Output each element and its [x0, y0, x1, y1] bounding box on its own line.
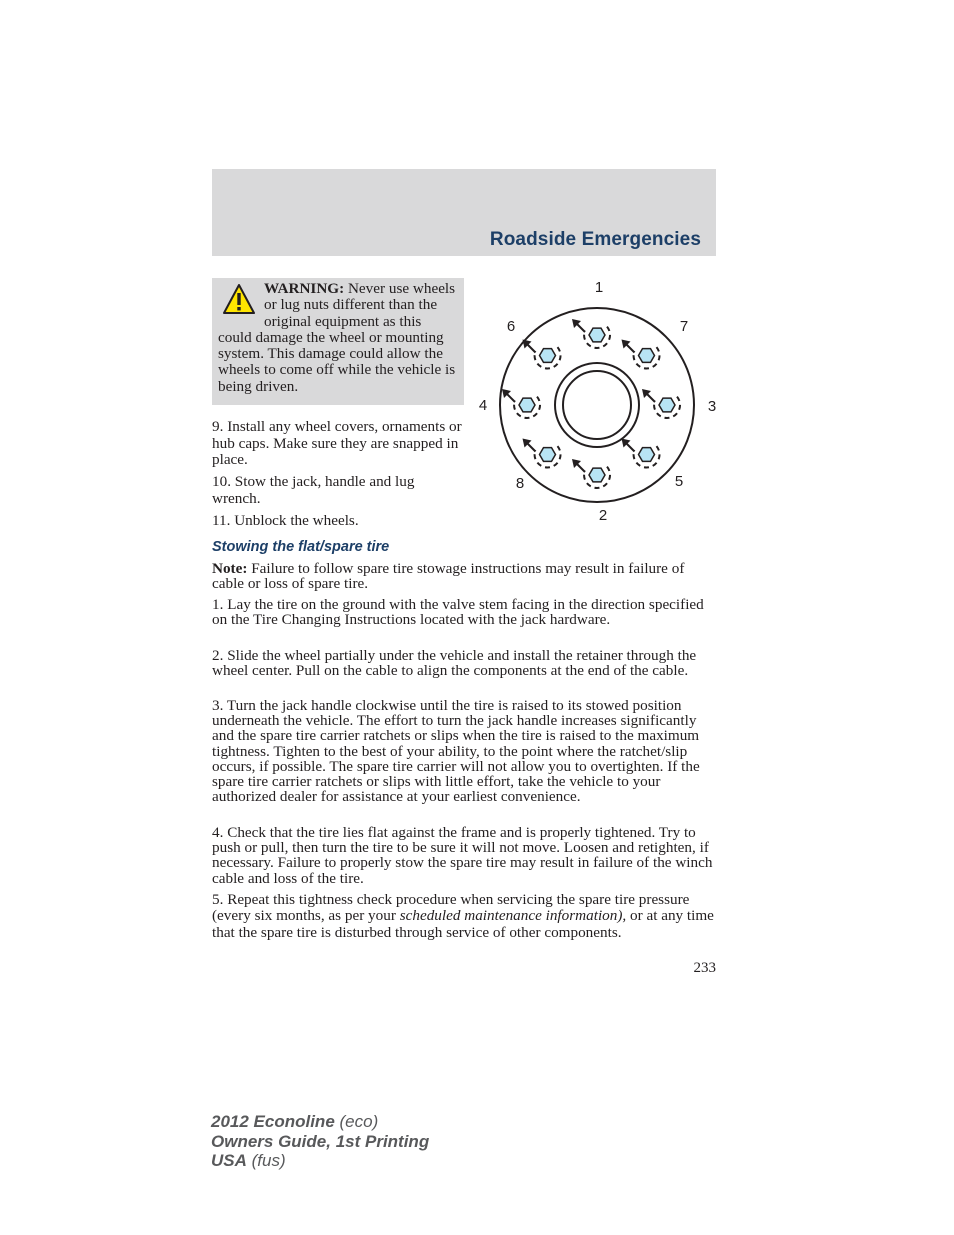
stowing-step-4: 4. Check that the tire lies flat against the frame and is properly tightened. Try to push or pull, then turn the tire to be sure it will not move. Loosen and retighten, if necessary. Failure to properly stow the spare tire may result in failure of the winch cable and loss of the tire.	[212, 824, 713, 887]
step-5-text-a: 5. Repeat this tightness check procedure when servicing the spare tire pressure (every six months, as per your	[212, 891, 690, 925]
page-number: 233	[693, 960, 716, 976]
label-6: 6	[506, 318, 516, 335]
stowing-heading: Stowing the flat/spare tire	[212, 539, 390, 555]
header-band	[212, 169, 716, 256]
note-text: Failure to follow spare tire stowage instructions may result in failure of cable or loss of spare tire.	[212, 560, 685, 593]
footer-line-1: 2012 Econoline (eco)	[211, 1112, 379, 1131]
label-2: 2	[598, 507, 608, 524]
stowing-step-2: 2. Slide the wheel partially under the vehicle and install the retainer through the wheel center. Pull on the cable to align the components at the end of the cable.	[212, 647, 697, 680]
stowing-note	[212, 561, 716, 591]
footer-line-2: Owners Guide, 1st Printing	[211, 1131, 430, 1151]
lug-nut-sequence-diagram	[470, 270, 730, 530]
label-1: 1	[594, 279, 604, 296]
step-5-text-b: or at any time that the spare tire is disturbed through service of other components.	[212, 907, 714, 941]
step-5-italic-link: scheduled maintenance information),	[399, 907, 627, 925]
warning-text: Never use wheels or lug nuts different than the original equipment as this could damage the wheel or mounting system. This damage could allow the wheels to come off while the vehicle is being driven.	[218, 280, 456, 395]
note-label: Note:	[212, 560, 248, 577]
step-9: 9. Install any wheel covers, ornaments or hub caps. Make sure they are snapped in place.	[212, 418, 462, 468]
label-7: 7	[679, 318, 689, 335]
step-10: 10. Stow the jack, handle and lug wrench.	[212, 473, 415, 507]
step-11: 11. Unblock the wheels.	[212, 512, 359, 529]
warning-triangle-icon	[222, 283, 256, 317]
label-5: 5	[674, 473, 684, 490]
section-title: Roadside Emergencies	[489, 229, 701, 250]
wheel-hub-inner	[563, 371, 631, 439]
label-8: 8	[515, 475, 525, 492]
footer	[211, 1112, 429, 1171]
stowing-step-3: 3. Turn the jack handle clockwise until the tire is raised to its stowed position underneath the vehicle. The effort to turn the jack handle increases significantly and the spare tire carrier ratchets or slips when the tire is raised to the maximum tightness. Tighten to the best of your ability, to the point where the ratchet/slip occurs, if possible. The spare tire carrier will not allow you to overtighten. If the spare tire carrier ratchets or slips with little effort, take the vehicle to your authorized dealer for assistance at your earliest convenience.	[212, 697, 700, 806]
warning-box	[212, 278, 464, 405]
stowing-step-1: 1. Lay the tire on the ground with the valve stem facing in the direction specified on the Tire Changing Instructions located with the jack hardware.	[212, 596, 704, 629]
footer-line-3: USA (fus)	[211, 1151, 286, 1170]
warning-label: WARNING:	[264, 280, 345, 297]
label-4: 4	[478, 397, 488, 414]
label-3: 3	[707, 398, 717, 415]
stowing-step-5	[212, 892, 716, 941]
